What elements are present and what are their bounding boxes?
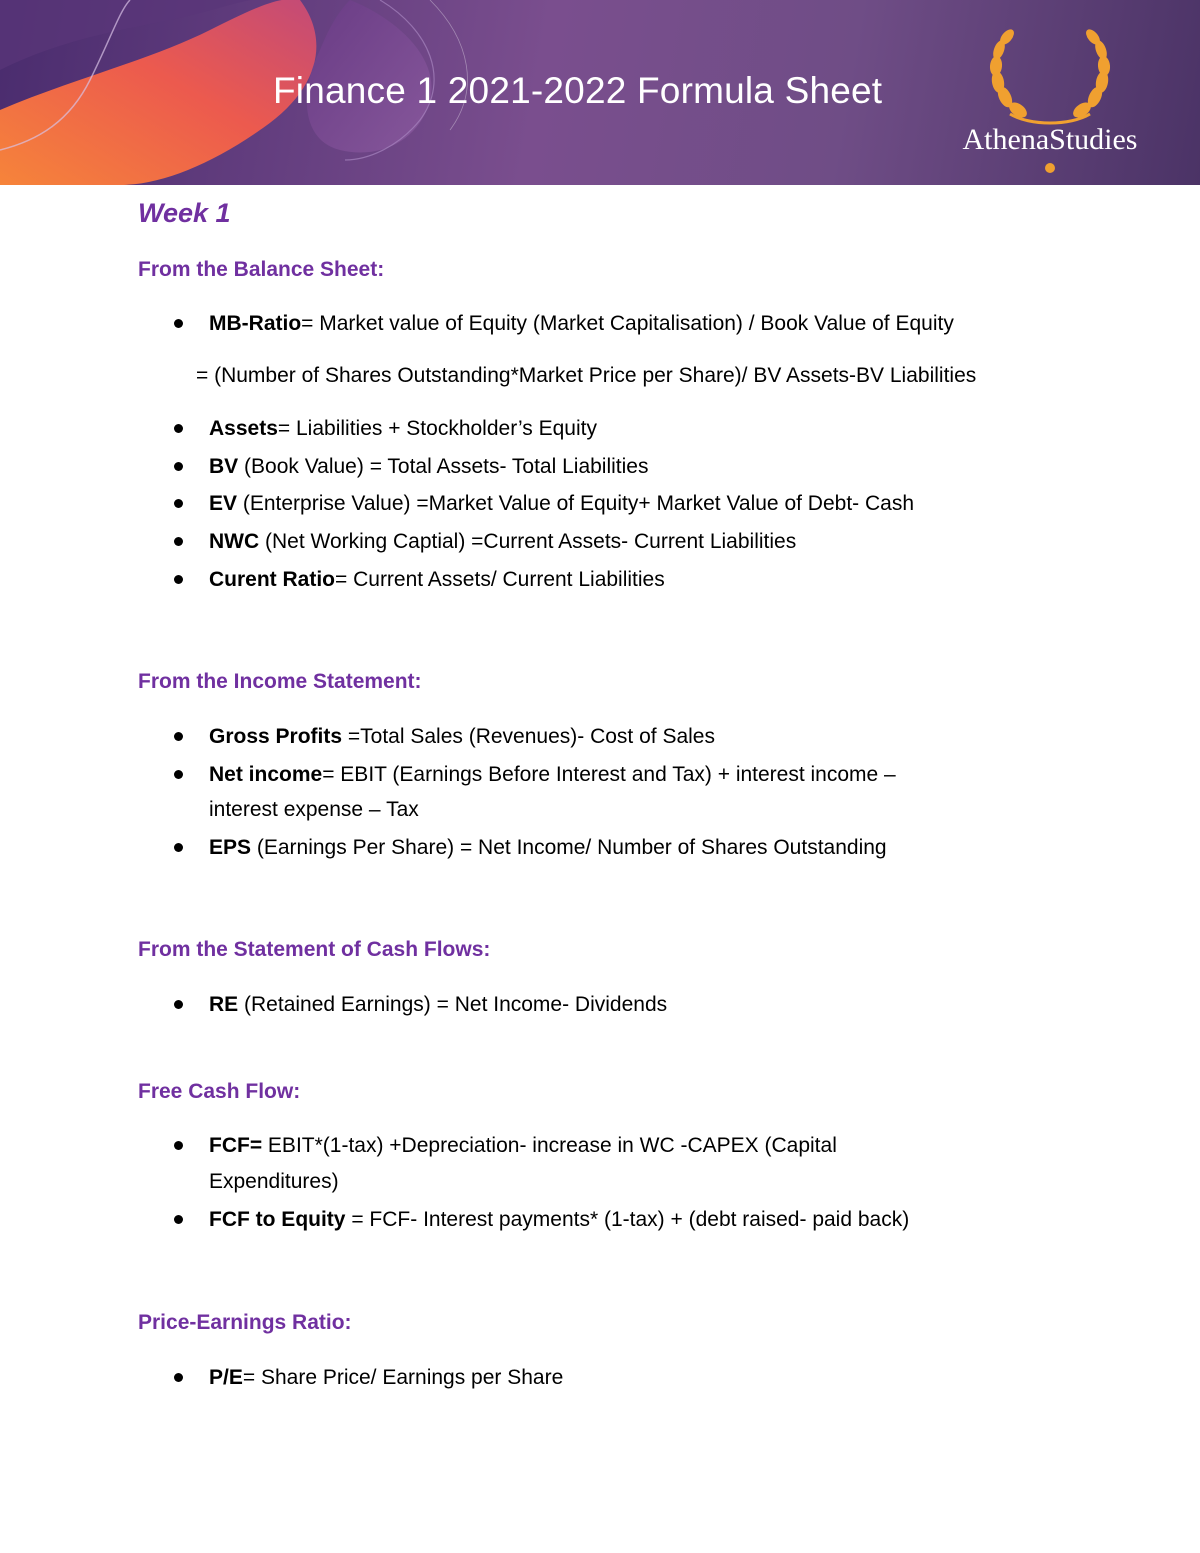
bullet-icon — [174, 537, 183, 546]
bullet-icon — [174, 499, 183, 508]
formula-term: P/E — [209, 1366, 243, 1389]
formula-term: NWC — [209, 530, 260, 553]
bullet-icon — [174, 1000, 183, 1009]
formula-net-income-continuation: interest expense – Tax — [209, 798, 419, 821]
formula-nwc — [209, 524, 1109, 559]
formula-term: FCF to Equity — [209, 1208, 346, 1231]
formula-term: Gross Profits — [209, 725, 343, 748]
formula-fcf-continuation: Expenditures) — [209, 1170, 339, 1193]
formula-text: (Net Working Captial) =Current Assets- Current Liabilities — [259, 530, 797, 553]
bullet-icon — [174, 1373, 183, 1382]
formula-fcf-to-equity — [209, 1202, 1109, 1237]
formula-text: = Liabilities + Stockholder’s Equity — [277, 417, 597, 440]
formula-term: Assets — [209, 417, 278, 440]
formula-text: (Book Value) = Total Assets- Total Liabilities — [238, 455, 649, 478]
formula-fcf — [209, 1128, 1109, 1163]
bullet-icon — [174, 462, 183, 471]
formula-mb-ratio-continuation: = (Number of Shares Outstanding*Market Price per Share)/ BV Assets-BV Liabilities — [196, 364, 977, 387]
formula-text: =Total Sales (Revenues)- Cost of Sales — [342, 725, 715, 748]
formula-text: EBIT*(1-tax) +Depreciation- increase in WC -CAPEX (Capital — [262, 1134, 837, 1157]
formula-current-ratio — [209, 562, 1109, 597]
formula-eps — [209, 830, 1109, 865]
bullet-icon — [174, 575, 183, 584]
formula-enterprise-value — [209, 486, 1109, 521]
formula-retained-earnings — [209, 987, 1109, 1022]
formula-text: = FCF- Interest payments* (1-tax) + (debt raised- paid back) — [345, 1208, 910, 1231]
section-heading-cash-flows: From the Statement of Cash Flows: — [138, 938, 491, 961]
formula-term: Net income — [209, 763, 323, 786]
formula-assets — [209, 411, 1109, 446]
formula-text: (Earnings Per Share) = Net Income/ Number of Shares Outstanding — [251, 836, 887, 859]
formula-term: RE — [209, 993, 239, 1016]
formula-term: EV — [209, 492, 238, 515]
formula-text: = EBIT (Earnings Before Interest and Tax) + interest income – — [322, 763, 896, 786]
formula-term: EPS — [209, 836, 252, 859]
bullet-icon — [174, 424, 183, 433]
section-heading-balance-sheet: From the Balance Sheet: — [138, 258, 385, 281]
document-title: Finance 1 2021-2022 Formula Sheet — [273, 70, 883, 111]
formula-text: = Current Assets/ Current Liabilities — [335, 568, 665, 591]
section-heading-price-earnings: Price-Earnings Ratio: — [138, 1311, 352, 1334]
athena-studies-logo — [950, 22, 1150, 177]
formula-term: BV — [209, 455, 239, 478]
formula-term: FCF= — [209, 1134, 263, 1157]
bullet-icon — [174, 732, 183, 741]
header-banner — [0, 0, 1200, 185]
bullet-icon — [174, 770, 183, 779]
bullet-icon — [174, 1215, 183, 1224]
formula-term: Curent Ratio — [209, 568, 335, 591]
formula-term: MB-Ratio — [209, 312, 302, 335]
section-heading-income-statement: From the Income Statement: — [138, 670, 422, 693]
section-heading-free-cash-flow: Free Cash Flow: — [138, 1080, 301, 1103]
formula-mb-ratio — [209, 306, 1109, 341]
formula-gross-profits — [209, 719, 1109, 754]
formula-text: = Market value of Equity (Market Capitalisation) / Book Value of Equity — [301, 312, 954, 335]
formula-pe-ratio — [209, 1360, 1109, 1395]
formula-net-income — [209, 757, 1109, 792]
bullet-icon — [174, 319, 183, 328]
formula-text: (Enterprise Value) =Market Value of Equity+ Market Value of Debt- Cash — [237, 492, 914, 515]
logo-text: AthenaStudies — [962, 123, 1138, 156]
formula-book-value — [209, 449, 1109, 484]
bullet-icon — [174, 843, 183, 852]
formula-text: (Retained Earnings) = Net Income- Dividends — [238, 993, 668, 1016]
bullet-icon — [174, 1141, 183, 1150]
week-title: Week 1 — [138, 198, 231, 228]
formula-text: = Share Price/ Earnings per Share — [242, 1366, 564, 1389]
